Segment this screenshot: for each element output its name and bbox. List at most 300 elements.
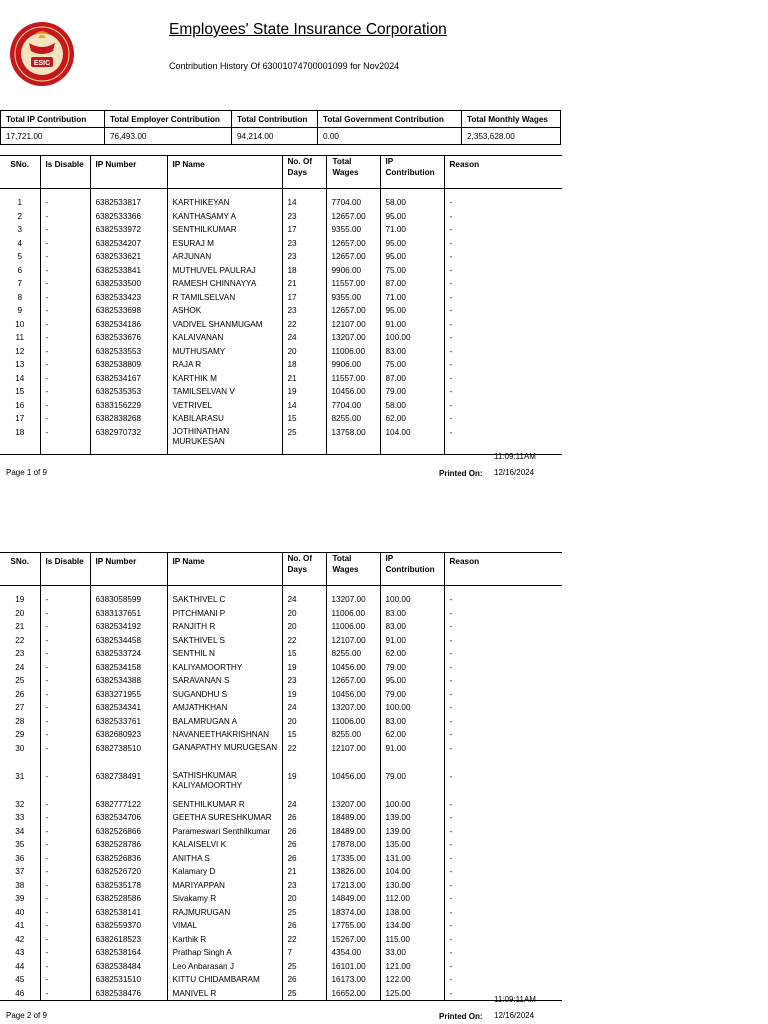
table-cell: 6382526720: [90, 865, 167, 879]
table-cell: 11006.00: [326, 620, 380, 634]
table-row: [0, 674, 562, 688]
table-cell: -: [40, 946, 90, 960]
table-cell: BALAMRUGAN A: [167, 715, 282, 729]
table-cell: 11006.00: [326, 345, 380, 359]
table-row: [0, 825, 562, 839]
table-cell: 19: [282, 688, 326, 702]
column-header: Total Wages: [326, 156, 380, 189]
table-cell: 135.00: [380, 838, 444, 852]
table-cell: 6382533366: [90, 210, 167, 224]
table-cell: 6382534341: [90, 701, 167, 715]
table-cell: -: [40, 661, 90, 675]
table-cell: 44: [0, 960, 40, 974]
table-row: [0, 728, 562, 742]
summary-header: Total Government Contribution: [318, 111, 462, 128]
table-cell: KALIYAMOORTHY: [167, 661, 282, 675]
table-row: [0, 770, 562, 798]
table-cell: 26: [282, 825, 326, 839]
table-cell: 4: [0, 237, 40, 251]
table-cell: 11: [0, 331, 40, 345]
table-row: [0, 798, 562, 812]
table-cell: -: [449, 703, 453, 712]
column-header: IP Name: [167, 553, 282, 586]
page-number: Page 1 of 9: [6, 468, 47, 477]
table-row: [0, 304, 562, 318]
table-cell: -: [449, 279, 453, 288]
table-cell: -: [40, 688, 90, 702]
printed-on-label: Printed On:: [439, 469, 483, 478]
table-cell: -: [40, 264, 90, 278]
column-header: IP Number: [90, 156, 167, 189]
print-date: 12/16/2024: [494, 468, 535, 477]
table-cell: 20: [282, 620, 326, 634]
print-date: 12/16/2024: [494, 1011, 535, 1020]
table-cell: 21: [0, 620, 40, 634]
table-cell: 87.00: [380, 277, 444, 291]
table-cell: 7704.00: [326, 196, 380, 210]
table-cell: -: [40, 399, 90, 413]
table-cell: 25: [0, 674, 40, 688]
table-cell: KALAIVANAN: [167, 331, 282, 345]
table-cell: 5: [0, 250, 40, 264]
table-cell: ESURAJ M: [167, 237, 282, 251]
table-header-row: [0, 156, 562, 189]
table-row: [0, 879, 562, 893]
page-title: Employees' State Insurance Corporation: [169, 21, 447, 38]
table-cell: 112.00: [380, 892, 444, 906]
table-cell: 18: [282, 358, 326, 372]
table-cell: 22: [282, 634, 326, 648]
contribution-table-page-2: [0, 552, 562, 1001]
table-cell: 13207.00: [326, 593, 380, 607]
table-cell: -: [40, 728, 90, 742]
table-cell: 6382738491: [90, 770, 167, 798]
table-spacer-row: [0, 189, 562, 197]
table-cell: 13207.00: [326, 701, 380, 715]
table-cell: 6382538141: [90, 906, 167, 920]
column-header: Reason: [444, 553, 562, 586]
table-cell: 6382534167: [90, 372, 167, 386]
table-cell: 100.00: [380, 593, 444, 607]
table-cell: 62.00: [380, 412, 444, 426]
table-cell: 15: [0, 385, 40, 399]
table-cell: 6382738510: [90, 742, 167, 770]
table-cell: 16: [0, 399, 40, 413]
table-row: [0, 593, 562, 607]
table-cell: 12657.00: [326, 674, 380, 688]
table-cell: 10456.00: [326, 661, 380, 675]
table-cell: 6382534192: [90, 620, 167, 634]
table-cell: -: [449, 198, 453, 207]
table-row: [0, 838, 562, 852]
table-cell: 95.00: [380, 250, 444, 264]
table-cell: 18489.00: [326, 825, 380, 839]
table-cell: 28: [0, 715, 40, 729]
table-cell: -: [40, 742, 90, 770]
table-cell: 6382531510: [90, 973, 167, 987]
table-cell: RAJA R: [167, 358, 282, 372]
table-cell: 6: [0, 264, 40, 278]
table-cell: 6382534158: [90, 661, 167, 675]
table-cell: -: [449, 934, 453, 944]
table-cell: 14: [282, 196, 326, 210]
table-cell: 22: [0, 634, 40, 648]
table-cell: 6382533553: [90, 345, 167, 359]
table-cell: 14: [0, 372, 40, 386]
table-cell: 6383058599: [90, 593, 167, 607]
table-cell: 14: [282, 399, 326, 413]
table-cell: 6383156229: [90, 399, 167, 413]
table-row: [0, 933, 562, 947]
table-cell: -: [40, 770, 90, 798]
table-row: [0, 865, 562, 879]
table-cell: 79.00: [380, 770, 444, 798]
table-cell: PITCHMANI P: [167, 607, 282, 621]
table-cell: -: [449, 346, 453, 356]
table-cell: -: [449, 662, 453, 672]
table-cell: -: [449, 333, 453, 342]
column-header: SNo.: [0, 553, 40, 586]
table-cell: -: [449, 306, 453, 315]
table-cell: -: [444, 426, 562, 455]
table-cell: 10456.00: [326, 688, 380, 702]
table-cell: RANJITH R: [167, 620, 282, 634]
summary-value: 17,721.00: [1, 128, 105, 145]
table-cell: VETRIVEL: [167, 399, 282, 413]
table-row: [0, 412, 562, 426]
table-cell: 17: [282, 223, 326, 237]
table-cell: -: [449, 622, 453, 631]
table-cell: 41: [0, 919, 40, 933]
summary-value: 0.00: [318, 128, 462, 145]
table-cell: -: [449, 373, 453, 383]
summary-header: Total IP Contribution: [1, 111, 105, 128]
column-header: IP Name: [167, 156, 282, 189]
table-cell: 75.00: [380, 358, 444, 372]
table-cell: -: [449, 649, 453, 658]
table-cell: 36: [0, 852, 40, 866]
table-cell: 17213.00: [326, 879, 380, 893]
table-cell: -: [40, 811, 90, 825]
table-row: [0, 715, 562, 729]
table-cell: 6382534186: [90, 318, 167, 332]
table-cell: 131.00: [380, 852, 444, 866]
table-cell: ASHOK: [167, 304, 282, 318]
table-cell: 15: [282, 412, 326, 426]
table-row: [0, 634, 562, 648]
table-cell: 19: [282, 770, 326, 798]
table-cell: 12657.00: [326, 250, 380, 264]
table-cell: -: [449, 400, 453, 410]
table-cell: 31: [0, 770, 40, 798]
table-cell: 139.00: [380, 825, 444, 839]
table-cell: -: [40, 798, 90, 812]
table-cell: MUTHUSAMY: [167, 345, 282, 359]
table-cell: 25: [282, 426, 326, 455]
table-cell: JOTHINATHAN MURUKESAN: [167, 426, 282, 455]
table-cell: 83.00: [380, 715, 444, 729]
table-cell: -: [40, 412, 90, 426]
table-cell: -: [40, 701, 90, 715]
table-cell: -: [40, 715, 90, 729]
table-row: [0, 960, 562, 974]
table-cell: -: [40, 607, 90, 621]
table-cell: 79.00: [380, 661, 444, 675]
column-header: SNo.: [0, 156, 40, 189]
table-cell: 138.00: [380, 906, 444, 920]
table-cell: -: [40, 865, 90, 879]
table-row: [0, 661, 562, 675]
table-cell: 6382533423: [90, 291, 167, 305]
table-cell: 100.00: [380, 331, 444, 345]
table-cell: 83.00: [380, 620, 444, 634]
table-cell: 18374.00: [326, 906, 380, 920]
table-row: [0, 250, 562, 264]
table-cell: 3: [0, 223, 40, 237]
table-cell: 26: [282, 919, 326, 933]
table-cell: SAKTHIVEL C: [167, 593, 282, 607]
table-cell: 22: [282, 318, 326, 332]
table-cell: 40: [0, 906, 40, 920]
table-row: [0, 358, 562, 372]
table-cell: RAJMURUGAN: [167, 906, 282, 920]
table-cell: 22: [282, 742, 326, 770]
table-cell: 21: [282, 372, 326, 386]
table-cell: 38: [0, 879, 40, 893]
table-cell: 121.00: [380, 960, 444, 974]
table-cell: 20: [282, 892, 326, 906]
table-cell: 6382526866: [90, 825, 167, 839]
table-cell: 30: [0, 742, 40, 770]
table-cell: 4354.00: [326, 946, 380, 960]
table-cell: R TAMILSELVAN: [167, 291, 282, 305]
table-cell: 12107.00: [326, 634, 380, 648]
table-cell: 115.00: [380, 933, 444, 947]
table-cell: 9: [0, 304, 40, 318]
table-row: [0, 210, 562, 224]
summary-value: 2,353,628.00: [462, 128, 561, 145]
table-row: [0, 906, 562, 920]
table-cell: 13207.00: [326, 798, 380, 812]
table-cell: 23: [282, 250, 326, 264]
table-cell: 2: [0, 210, 40, 224]
table-cell: -: [40, 210, 90, 224]
table-cell: 15267.00: [326, 933, 380, 947]
summary-header: Total Contribution: [232, 111, 318, 128]
table-cell: -: [449, 921, 453, 930]
table-cell: 15: [282, 647, 326, 661]
table-cell: 26: [282, 852, 326, 866]
table-cell: -: [40, 647, 90, 661]
table-cell: 26: [282, 811, 326, 825]
table-cell: KARTHIK M: [167, 372, 282, 386]
table-cell: 10456.00: [326, 385, 380, 399]
table-cell: -: [449, 676, 453, 685]
table-cell: 26: [0, 688, 40, 702]
table-cell: 12657.00: [326, 304, 380, 318]
table-cell: -: [40, 634, 90, 648]
table-cell: -: [449, 414, 453, 423]
table-cell: -: [40, 385, 90, 399]
table-cell: 23: [282, 879, 326, 893]
column-header: No. Of Days: [282, 156, 326, 189]
table-cell: 6383137651: [90, 607, 167, 621]
table-cell: -: [40, 620, 90, 634]
table-cell: -: [40, 304, 90, 318]
table-cell: 6382533972: [90, 223, 167, 237]
table-cell: -: [40, 223, 90, 237]
table-row: [0, 345, 562, 359]
table-cell: MARIYAPPAN: [167, 879, 282, 893]
table-row: [0, 385, 562, 399]
table-cell: 15: [282, 728, 326, 742]
table-cell: -: [40, 879, 90, 893]
table-cell: KANTHASAMY A: [167, 210, 282, 224]
table-cell: -: [444, 987, 562, 1001]
table-cell: 104.00: [380, 426, 444, 455]
table-cell: -: [449, 853, 453, 863]
table-cell: 125.00: [380, 987, 444, 1001]
table-row: [0, 688, 562, 702]
summary-value-row: [1, 128, 561, 145]
table-cell: -: [449, 799, 453, 809]
table-cell: -: [449, 252, 453, 261]
table-cell: 14849.00: [326, 892, 380, 906]
page-number: Page 2 of 9: [6, 1011, 47, 1020]
table-row: [0, 946, 562, 960]
table-cell: SENTHIL N: [167, 647, 282, 661]
table-cell: 10456.00: [326, 770, 380, 798]
table-cell: -: [449, 948, 453, 957]
table-cell: 6382538484: [90, 960, 167, 974]
column-header: IP Contribution: [380, 553, 444, 586]
table-cell: 39: [0, 892, 40, 906]
table-cell: -: [449, 961, 453, 971]
table-cell: 91.00: [380, 634, 444, 648]
table-cell: 83.00: [380, 345, 444, 359]
table-cell: SARAVANAN S: [167, 674, 282, 688]
table-cell: 95.00: [380, 674, 444, 688]
table-header-row: [0, 553, 562, 586]
table-cell: -: [449, 689, 453, 699]
table-cell: 29: [0, 728, 40, 742]
table-cell: Leo Anbarasan J: [167, 960, 282, 974]
table-cell: 19: [0, 593, 40, 607]
table-cell: -: [40, 372, 90, 386]
table-cell: 87.00: [380, 372, 444, 386]
table-cell: 95.00: [380, 304, 444, 318]
table-cell: Sivakamy R: [167, 892, 282, 906]
table-cell: 6382533817: [90, 196, 167, 210]
table-cell: 11006.00: [326, 607, 380, 621]
table-cell: 100.00: [380, 798, 444, 812]
table-cell: 95.00: [380, 237, 444, 251]
table-cell: 20: [282, 607, 326, 621]
table-cell: 35: [0, 838, 40, 852]
table-row: [0, 264, 562, 278]
table-cell: 6382528786: [90, 838, 167, 852]
table-cell: 25: [282, 960, 326, 974]
table-cell: -: [449, 907, 453, 917]
table-cell: -: [449, 867, 453, 876]
summary-header: Total Employer Contribution: [105, 111, 232, 128]
table-cell: 18489.00: [326, 811, 380, 825]
table-cell: 19: [282, 385, 326, 399]
table-cell: 26: [282, 838, 326, 852]
table-cell: -: [449, 975, 453, 984]
table-cell: 6383271955: [90, 688, 167, 702]
table-cell: -: [40, 345, 90, 359]
table-cell: 79.00: [380, 385, 444, 399]
table-cell: TAMILSELVAN V: [167, 385, 282, 399]
table-cell: -: [40, 196, 90, 210]
table-cell: -: [40, 987, 90, 1001]
table-cell: -: [40, 250, 90, 264]
table-cell: -: [40, 852, 90, 866]
table-cell: 6382533698: [90, 304, 167, 318]
table-cell: 12107.00: [326, 742, 380, 770]
table-cell: 12657.00: [326, 210, 380, 224]
summary-header-row: [1, 111, 561, 128]
table-cell: 1: [0, 196, 40, 210]
table-cell: 6382538809: [90, 358, 167, 372]
table-cell: 20: [0, 607, 40, 621]
table-cell: RAMESH CHINNAYYA: [167, 277, 282, 291]
table-cell: 17: [282, 291, 326, 305]
table-cell: -: [40, 892, 90, 906]
table-cell: 6382680923: [90, 728, 167, 742]
table-cell: 91.00: [380, 742, 444, 770]
table-row: [0, 811, 562, 825]
table-cell: 42: [0, 933, 40, 947]
table-cell: MUTHUVEL PAULRAJ: [167, 264, 282, 278]
table-cell: 21: [282, 277, 326, 291]
table-cell: 17878.00: [326, 838, 380, 852]
table-cell: -: [40, 331, 90, 345]
table-cell: 8255.00: [326, 412, 380, 426]
table-cell: 6382534706: [90, 811, 167, 825]
table-cell: 75.00: [380, 264, 444, 278]
table-cell: 58.00: [380, 399, 444, 413]
table-cell: 6382533500: [90, 277, 167, 291]
table-cell: -: [449, 387, 453, 396]
table-cell: 17335.00: [326, 852, 380, 866]
table-cell: 23: [282, 210, 326, 224]
esic-logo: [9, 21, 75, 87]
table-cell: 71.00: [380, 223, 444, 237]
table-cell: 23: [282, 304, 326, 318]
table-cell: KALAISELVI K: [167, 838, 282, 852]
table-cell: -: [449, 211, 453, 221]
table-cell: 9906.00: [326, 264, 380, 278]
table-row: [0, 852, 562, 866]
column-header: Total Wages: [326, 553, 380, 586]
summary-value: 94,214.00: [232, 128, 318, 145]
table-cell: 34: [0, 825, 40, 839]
table-cell: -: [40, 426, 90, 455]
table-row: [0, 223, 562, 237]
table-cell: -: [40, 277, 90, 291]
table-cell: -: [449, 771, 453, 781]
table-cell: SATHISHKUMAR KALIYAMOORTHY: [167, 770, 282, 798]
table-cell: 83.00: [380, 607, 444, 621]
table-cell: -: [40, 960, 90, 974]
table-row: [0, 987, 562, 1001]
table-cell: 33: [0, 811, 40, 825]
table-cell: 6382533724: [90, 647, 167, 661]
table-cell: 100.00: [380, 701, 444, 715]
table-cell: 6382535353: [90, 385, 167, 399]
